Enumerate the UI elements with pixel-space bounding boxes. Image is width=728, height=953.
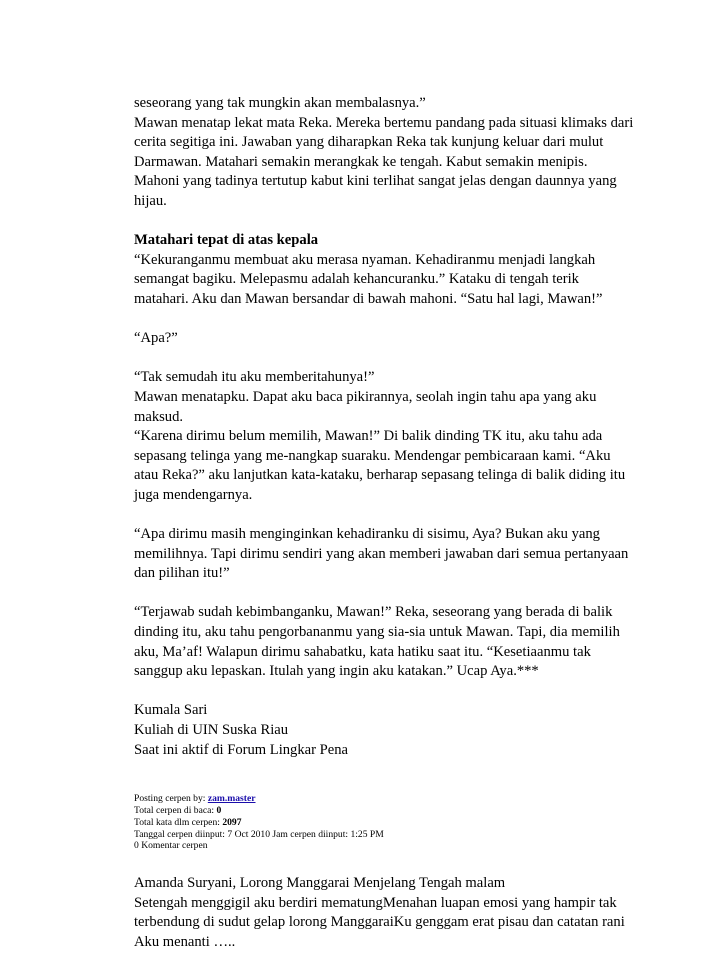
story-paragraph: Mawan menatapku. Dapat aku baca pikirannya, seolah ingin tahu apa yang aku maksud. [134, 388, 597, 425]
paragraph-gap [134, 212, 634, 232]
story-paragraph: “Apa?” [134, 330, 178, 347]
story-paragraph: “Apa dirimu masih menginginkan kehadiranku di sisimu, Aya? Bukan aku yang memilihnya. Tapi dirimu sendiri yang akan memberi jawaban dari semua pertanyaan dan pilihan itu!” [134, 526, 629, 582]
author-username-link[interactable]: zam.master [207, 793, 256, 805]
story-paragraph: seseorang yang tak mungkin akan membalasnya.” [134, 95, 426, 111]
story-paragraph: Mawan menatap lekat mata Reka. Mereka bertemu pandang pada situasi klimaks dari cerita segitiga ini. Jawaban yang diharapkan Reka tak kunjung keluar dari mulut Darmawan. Matahari semakin merangkak ke tengah. Kabut semakin menipis. Mahoni yang tadinya tertutup kabut kini terlihat sangat jelas dengan daunnya yang hijau. [134, 114, 634, 209]
author-activity: Saat ini aktif di Forum Lingkar Pena [134, 741, 349, 758]
paragraph-gap [134, 310, 634, 330]
word-count-value: 2097 [222, 816, 242, 828]
word-count-line [134, 817, 634, 829]
posted-by-label: Posting cerpen by: [134, 793, 208, 805]
story-metadata [134, 793, 634, 852]
read-count-line [134, 805, 634, 817]
story-paragraph: “Tak semudah itu aku memberitahunya!” [134, 369, 375, 386]
next-story-excerpt: Setengah menggigil aku berdiri mematungMenahan luapan emosi yang hampir tak terbendung di sudut gelap lorong ManggaraiKu genggam erat pisau dan catatan rani Aku menanti ….. [134, 894, 625, 950]
posted-by-line [134, 793, 634, 805]
next-story [134, 874, 634, 952]
read-count-value: 0 [216, 804, 222, 816]
story-paragraph: “Terjawab sudah kebimbanganku, Mawan!” Reka, seseorang yang berada di balik dinding itu, aku tahu pengorbananmu yang sia-sia untuk Mawan. Tapi, dia memilih aku, Ma’af! Walapun dirimu sahabatku, kata hatiku saat itu. “Kesetiaanmu tak sanggup aku lepaskan. Itulah yang ingin aku katakan.” Ucap Aya.*** [134, 604, 620, 680]
paragraph-gap [134, 682, 634, 702]
word-count-label: Total kata dlm cerpen: [134, 816, 223, 828]
story-paragraph: “Kekuranganmu membuat aku merasa nyaman. Kehadiranmu menjadi langkah semangat bagiku. Melepasmu adalah kehancuranku.” Kataku di tengah terik matahari. Aku dan Mawan bersandar di bawah mahoni. “Satu hal lagi, Mawan!” [134, 251, 603, 307]
section-heading: Matahari tepat di atas kepala [134, 232, 319, 249]
date-line: Tanggal cerpen diinput: 7 Oct 2010 Jam cerpen diinput: 1:25 PM [134, 828, 384, 840]
paragraph-gap [134, 349, 634, 369]
document-page [134, 94, 634, 953]
comment-count[interactable]: 0 Komentar cerpen [134, 840, 208, 852]
next-story-title: Amanda Suryani, Lorong Manggarai Menjelang Tengah malam [134, 875, 506, 892]
paragraph-gap [134, 584, 634, 604]
author-affiliation: Kuliah di UIN Suska Riau [134, 722, 289, 738]
author-name: Kumala Sari [134, 702, 208, 719]
read-count-label: Total cerpen di baca: [134, 804, 217, 816]
paragraph-gap [134, 505, 634, 525]
story-paragraph: “Karena dirimu belum memilih, Mawan!” Di balik dinding TK itu, aku tahu ada sepasang telinga yang me-nangkap suaraku. Mendengar pembicaraan kami. “Aku atau Reka?” aku lanjutkan kata-kataku, berharap sepasang telinga di balik diding itu juga mendengarnya. [134, 428, 626, 503]
